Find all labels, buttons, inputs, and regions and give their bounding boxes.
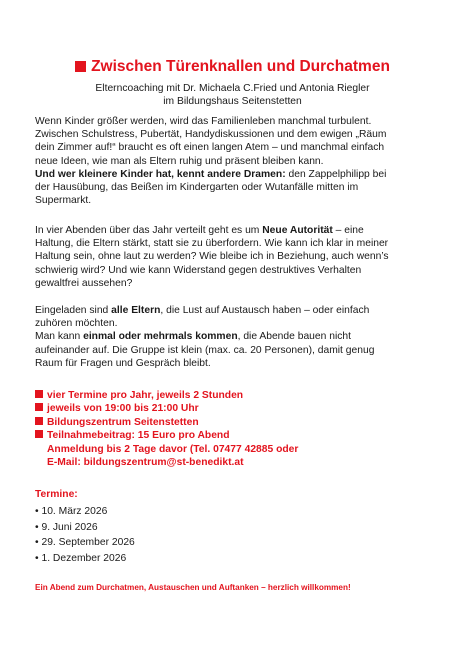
red-square-icon bbox=[35, 390, 43, 398]
text-line: aufeinander auf. Die Gruppe ist klein (max. ca. 20 Personen), damit genug bbox=[35, 344, 375, 356]
date-item: • 9. Juni 2026 bbox=[35, 521, 98, 533]
text-span: In vier Abenden über das Jahr verteilt geht es um bbox=[35, 225, 263, 236]
text-line: Haltung, die Eltern stärkt, statt sie zu überfordern. Wie kann ich klar in meiner bbox=[35, 238, 389, 250]
text-line: Haltung sein, ohne laut zu werden? Wie bleibe ich in Beziehung, auch wenn’s bbox=[35, 251, 389, 263]
bullet-text: Bildungszentrum Seitenstetten bbox=[47, 416, 199, 428]
text-line: der Hausübung, das Beißen im Kindergarten oder Wutanfälle mitten im bbox=[35, 182, 359, 194]
list-item bbox=[35, 416, 435, 429]
text-span: Eingeladen sind bbox=[35, 305, 112, 316]
bullet-text: Teilnahmebeitrag: 15 Euro pro Abend bbox=[47, 430, 230, 442]
text-span: – eine bbox=[332, 225, 364, 236]
dates-heading: Termine: bbox=[35, 489, 78, 500]
red-square-icon bbox=[75, 61, 86, 72]
text-line: schwierig wird? Und wie kann Widerstand gegen destruktives Verhalten bbox=[35, 264, 362, 276]
subtitle-line: im Bildungshaus Seitenstetten bbox=[163, 95, 302, 107]
text-line bbox=[35, 304, 435, 317]
text-line: Supermarkt. bbox=[35, 195, 92, 207]
registration-line: Anmeldung bis 2 Tage davor (Tel. 07477 42885 oder bbox=[47, 443, 299, 455]
bullet-text: jeweils von 19:00 bis 21:00 Uhr bbox=[47, 403, 199, 415]
text-line: gewaltfrei aussehen? bbox=[35, 277, 133, 289]
registration-email: E-Mail: bildungszentrum@st-benedikt.at bbox=[47, 457, 244, 469]
text-span: , die Abende bauen nicht bbox=[237, 331, 351, 343]
red-square-icon bbox=[35, 430, 43, 438]
bold-phrase: alle Eltern bbox=[111, 305, 161, 316]
bold-phrase: Neue Autorität bbox=[262, 225, 333, 236]
red-square-icon bbox=[35, 403, 43, 411]
bold-phrase: einmal oder mehrmals kommen bbox=[83, 331, 238, 343]
page-title bbox=[0, 58, 465, 76]
text-line: Zwischen Schulstress, Pubertät, Handydiskussionen und dem ewigen „Räum bbox=[35, 129, 387, 141]
text-line: Wenn Kinder größer werden, wird das Familienleben manchmal turbulent. bbox=[35, 116, 372, 127]
authority-paragraph bbox=[35, 224, 435, 290]
text-line: dein Zimmer auf!“ braucht es oft einen langen Atem – und manchmal einfach bbox=[35, 142, 385, 154]
date-item: • 1. Dezember 2026 bbox=[35, 552, 127, 564]
text-line bbox=[35, 330, 435, 343]
text-span: den Zappelphilipp bei bbox=[285, 168, 387, 180]
text-line: zuhören möchten. bbox=[35, 318, 118, 330]
text-span: Man kann bbox=[35, 331, 84, 343]
intro-paragraph bbox=[35, 115, 435, 207]
title-text: Zwischen Türenknallen und Durchatmen bbox=[91, 58, 390, 75]
dates-list bbox=[35, 504, 135, 566]
red-square-icon bbox=[35, 417, 43, 425]
subtitle-line: Elterncoaching mit Dr. Michaela C.Fried und Antonia Riegler bbox=[95, 83, 370, 94]
text-line bbox=[35, 168, 435, 181]
closing-line: Ein Abend zum Durchatmen, Austauschen und Auftanken – herzlich willkommen! bbox=[35, 583, 351, 592]
subtitle bbox=[0, 83, 465, 109]
invitation-paragraph bbox=[35, 304, 435, 370]
bold-phrase: Und wer kleinere Kinder hat, kennt andere Dramen: bbox=[35, 168, 286, 180]
text-line bbox=[35, 224, 435, 237]
text-line: neue Ideen, wie man als Eltern ruhig und präsent bleiben kann. bbox=[35, 155, 324, 167]
date-item: • 29. September 2026 bbox=[35, 537, 135, 549]
list-item bbox=[35, 402, 435, 415]
text-span: , die Lust auf Austausch haben – oder einfach bbox=[160, 305, 370, 316]
bullet-text: vier Termine pro Jahr, jeweils 2 Stunden bbox=[47, 390, 244, 401]
text-line: Raum für Fragen und Gespräch bleibt. bbox=[35, 357, 211, 369]
info-bullets bbox=[35, 389, 435, 469]
list-item bbox=[35, 429, 435, 442]
list-item bbox=[35, 389, 435, 402]
date-item: • 10. März 2026 bbox=[35, 506, 108, 517]
